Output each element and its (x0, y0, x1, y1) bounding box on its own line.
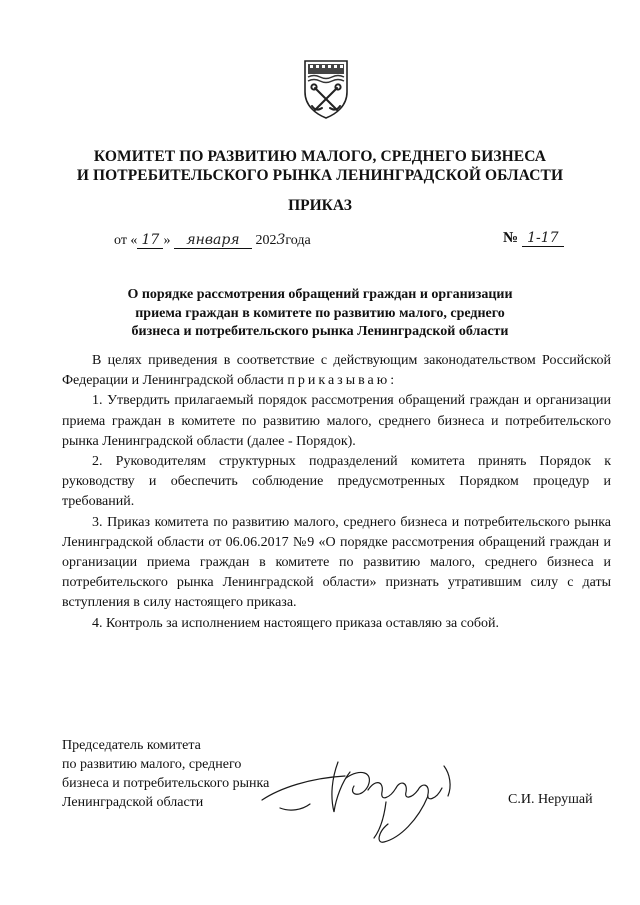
order-body (62, 351, 611, 634)
signatory-line4: Ленинградской области (62, 795, 204, 810)
org-title-line1: КОМИТЕТ ПО РАЗВИТИЮ МАЛОГО, СРЕДНЕГО БИЗНЕСА (93, 148, 547, 165)
body-item-4: 4. Контроль за исполнением настоящего приказа оставляю за собой. (92, 615, 500, 631)
date-suffix: года (285, 233, 311, 248)
signatory-line1: Председатель комитета (62, 738, 201, 753)
doc-type-title: ПРИКАЗ (288, 197, 352, 214)
signatory-title (62, 736, 269, 812)
date-day: 17 (137, 233, 163, 249)
subject-line3: бизнеса и потребительского рынка Ленинградской области (131, 324, 509, 339)
signer-name: С.И. Нерушай (508, 792, 593, 807)
date-line (114, 232, 311, 249)
number-label: № (503, 230, 519, 246)
date-year-prefix: 202 (255, 233, 277, 248)
date-month: января (174, 233, 252, 249)
leningrad-oblast-emblem-icon (302, 58, 350, 120)
body-intro (62, 351, 611, 391)
signatory-line2: по развитию малого, среднего (62, 757, 242, 772)
subject-line1: О порядке рассмотрения обращений граждан и организации (127, 287, 513, 302)
date-close-quote: » (163, 233, 171, 248)
body-intro-action: приказываю: (287, 373, 398, 389)
subject-line2: приема граждан в комитете по развитию малого, среднего (135, 306, 505, 321)
date-prefix: от « (114, 233, 138, 248)
body-item-2: 2. Руководителям структурных подразделений комитета принять Порядок к руководству и обеспечить соблюдение предусмотренных Порядком процедур и требований. (62, 454, 611, 510)
org-title-line2: И ПОТРЕБИТЕЛЬСКОГО РЫНКА ЛЕНИНГРАДСКОЙ ОБЛАСТИ (76, 167, 564, 184)
number-value: 1-17 (522, 231, 564, 247)
body-item-3: 3. Приказ комитета по развитию малого, среднего бизнеса и потребительского рынка Ленинградской области от 06.06.2017 №9 «О порядке рассмотрения обращений граждан и организации приема граждан в комитете по развитию малого, среднего бизнеса и потребительского рынка Ленинградской области» признать утратившим силу с даты вступления в силу настоящего приказа. (62, 514, 611, 611)
handwritten-signature (250, 738, 480, 850)
signatory-line3: бизнеса и потребительского рынка (62, 776, 270, 791)
date-year-digit: 3 (276, 232, 286, 248)
order-number (503, 230, 564, 247)
body-item-1: 1. Утвердить прилагаемый порядок рассмотрения обращений граждан и организации приема граждан в комитете по развитию малого, среднего бизнеса и потребительского рынка Ленинградской области (далее - Порядок). (62, 393, 611, 449)
body-intro-text: В целях приведения в соответствие с действующим законодательством Российской Федерации и Ленинградской области (62, 353, 611, 389)
